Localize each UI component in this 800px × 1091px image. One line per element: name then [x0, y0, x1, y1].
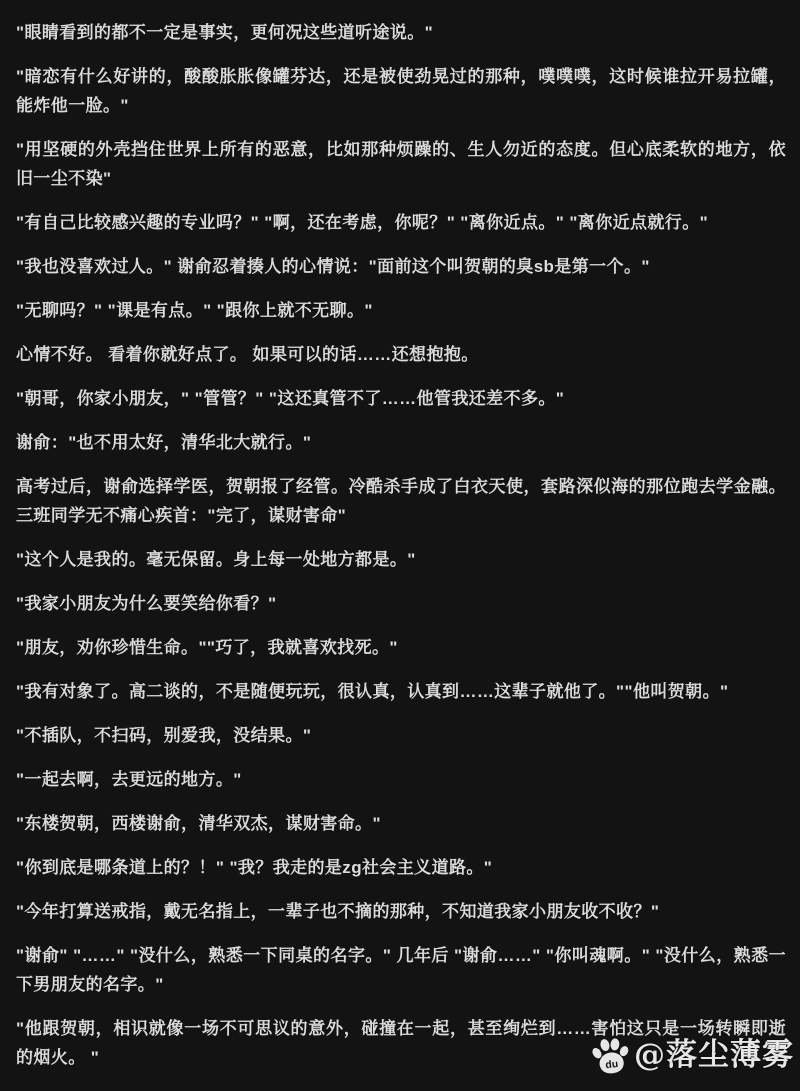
quote-paragraph: 谢俞："也不用太好，清华北大就行。" — [16, 433, 312, 452]
watermark — [590, 1027, 794, 1075]
quote-paragraph: "无聊吗？" "课是有点。" "跟你上就不无聊。" — [16, 301, 373, 320]
quote-paragraph: "有自己比较感兴趣的专业吗？" "啊，还在考虑，你呢？" "离你近点。" "离你近点就行。" — [16, 213, 709, 232]
paw-du-label: du — [604, 1059, 619, 1072]
quote-paragraph: 高考过后，谢俞选择学医，贺朝报了经管。冷酷杀手成了白衣天使，套路深似海的那位跑去学金融。三班同学无不痛心疾首："完了，谋财害命" — [16, 477, 786, 525]
quote-paragraph: "今年打算送戒指，戴无名指上，一辈子也不摘的那种，不知道我家小朋友收不收？" — [16, 902, 660, 921]
quote-paragraph: "用坚硬的外壳挡住世界上所有的恶意，比如那种烦躁的、生人勿近的态度。但心底柔软的地方，依旧一尘不染" — [16, 140, 786, 188]
quote-paragraph: 心情不好。 看着你就好点了。 如果可以的话……还想抱抱。 — [16, 345, 479, 364]
quote-paragraph: "我也没喜欢过人。" 谢俞忍着揍人的心情说："面前这个叫贺朝的臭sb是第一个。" — [16, 257, 650, 276]
quote-paragraph: "东楼贺朝，西楼谢俞，清华双杰，谋财害命。" — [16, 814, 381, 833]
baidu-paw-icon — [588, 1033, 632, 1077]
quote-paragraph: "眼睛看到的都不一定是事实，更何况这些道听途说。" — [16, 23, 434, 42]
quote-paragraph: "我家小朋友为什么要笑给你看？" — [16, 594, 277, 613]
quote-paragraph: "你到底是哪条道上的？！" "我？我走的是zg社会主义道路。" — [16, 858, 493, 877]
quote-paragraph: "不插队，不扫码，别爱我，没结果。" — [16, 726, 312, 745]
quote-paragraph: "谢俞" "……" "没什么，熟悉一下同桌的名字。" 几年后 "谢俞……" "你叫魂啊。" "没什么，熟悉一下男朋友的名字。" — [16, 946, 786, 994]
quote-paragraph: "朝哥，你家小朋友，" "管管？" "这还真管不了……他管我还差不多。" — [16, 389, 565, 408]
quote-paragraph: "朋友，劝你珍惜生命。""巧了，我就喜欢找死。" — [16, 638, 398, 657]
watermark-handle: @落尘薄雾 — [634, 1036, 794, 1073]
quote-paragraph: "这个人是我的。毫无保留。身上每一处地方都是。" — [16, 550, 416, 569]
quote-paragraph: "暗恋有什么好讲的，酸酸胀胀像罐芬达，还是被使劲晃过的那种，噗噗噗，这时候谁拉开易拉罐，能炸他一脸。" — [16, 67, 786, 115]
quote-paragraph: "一起去啊，去更远的地方。" — [16, 770, 242, 789]
quote-paragraph: "我有对象了。高二谈的，不是随便玩玩，很认真，认真到……这辈子就他了。""他叫贺朝。" — [16, 682, 729, 701]
quote-paragraph: "他跟贺朝，相识就像一场不可思议的意外，碰撞在一起，甚至绚烂到……害怕这只是一场转瞬即逝的烟火。 " — [16, 1019, 786, 1067]
